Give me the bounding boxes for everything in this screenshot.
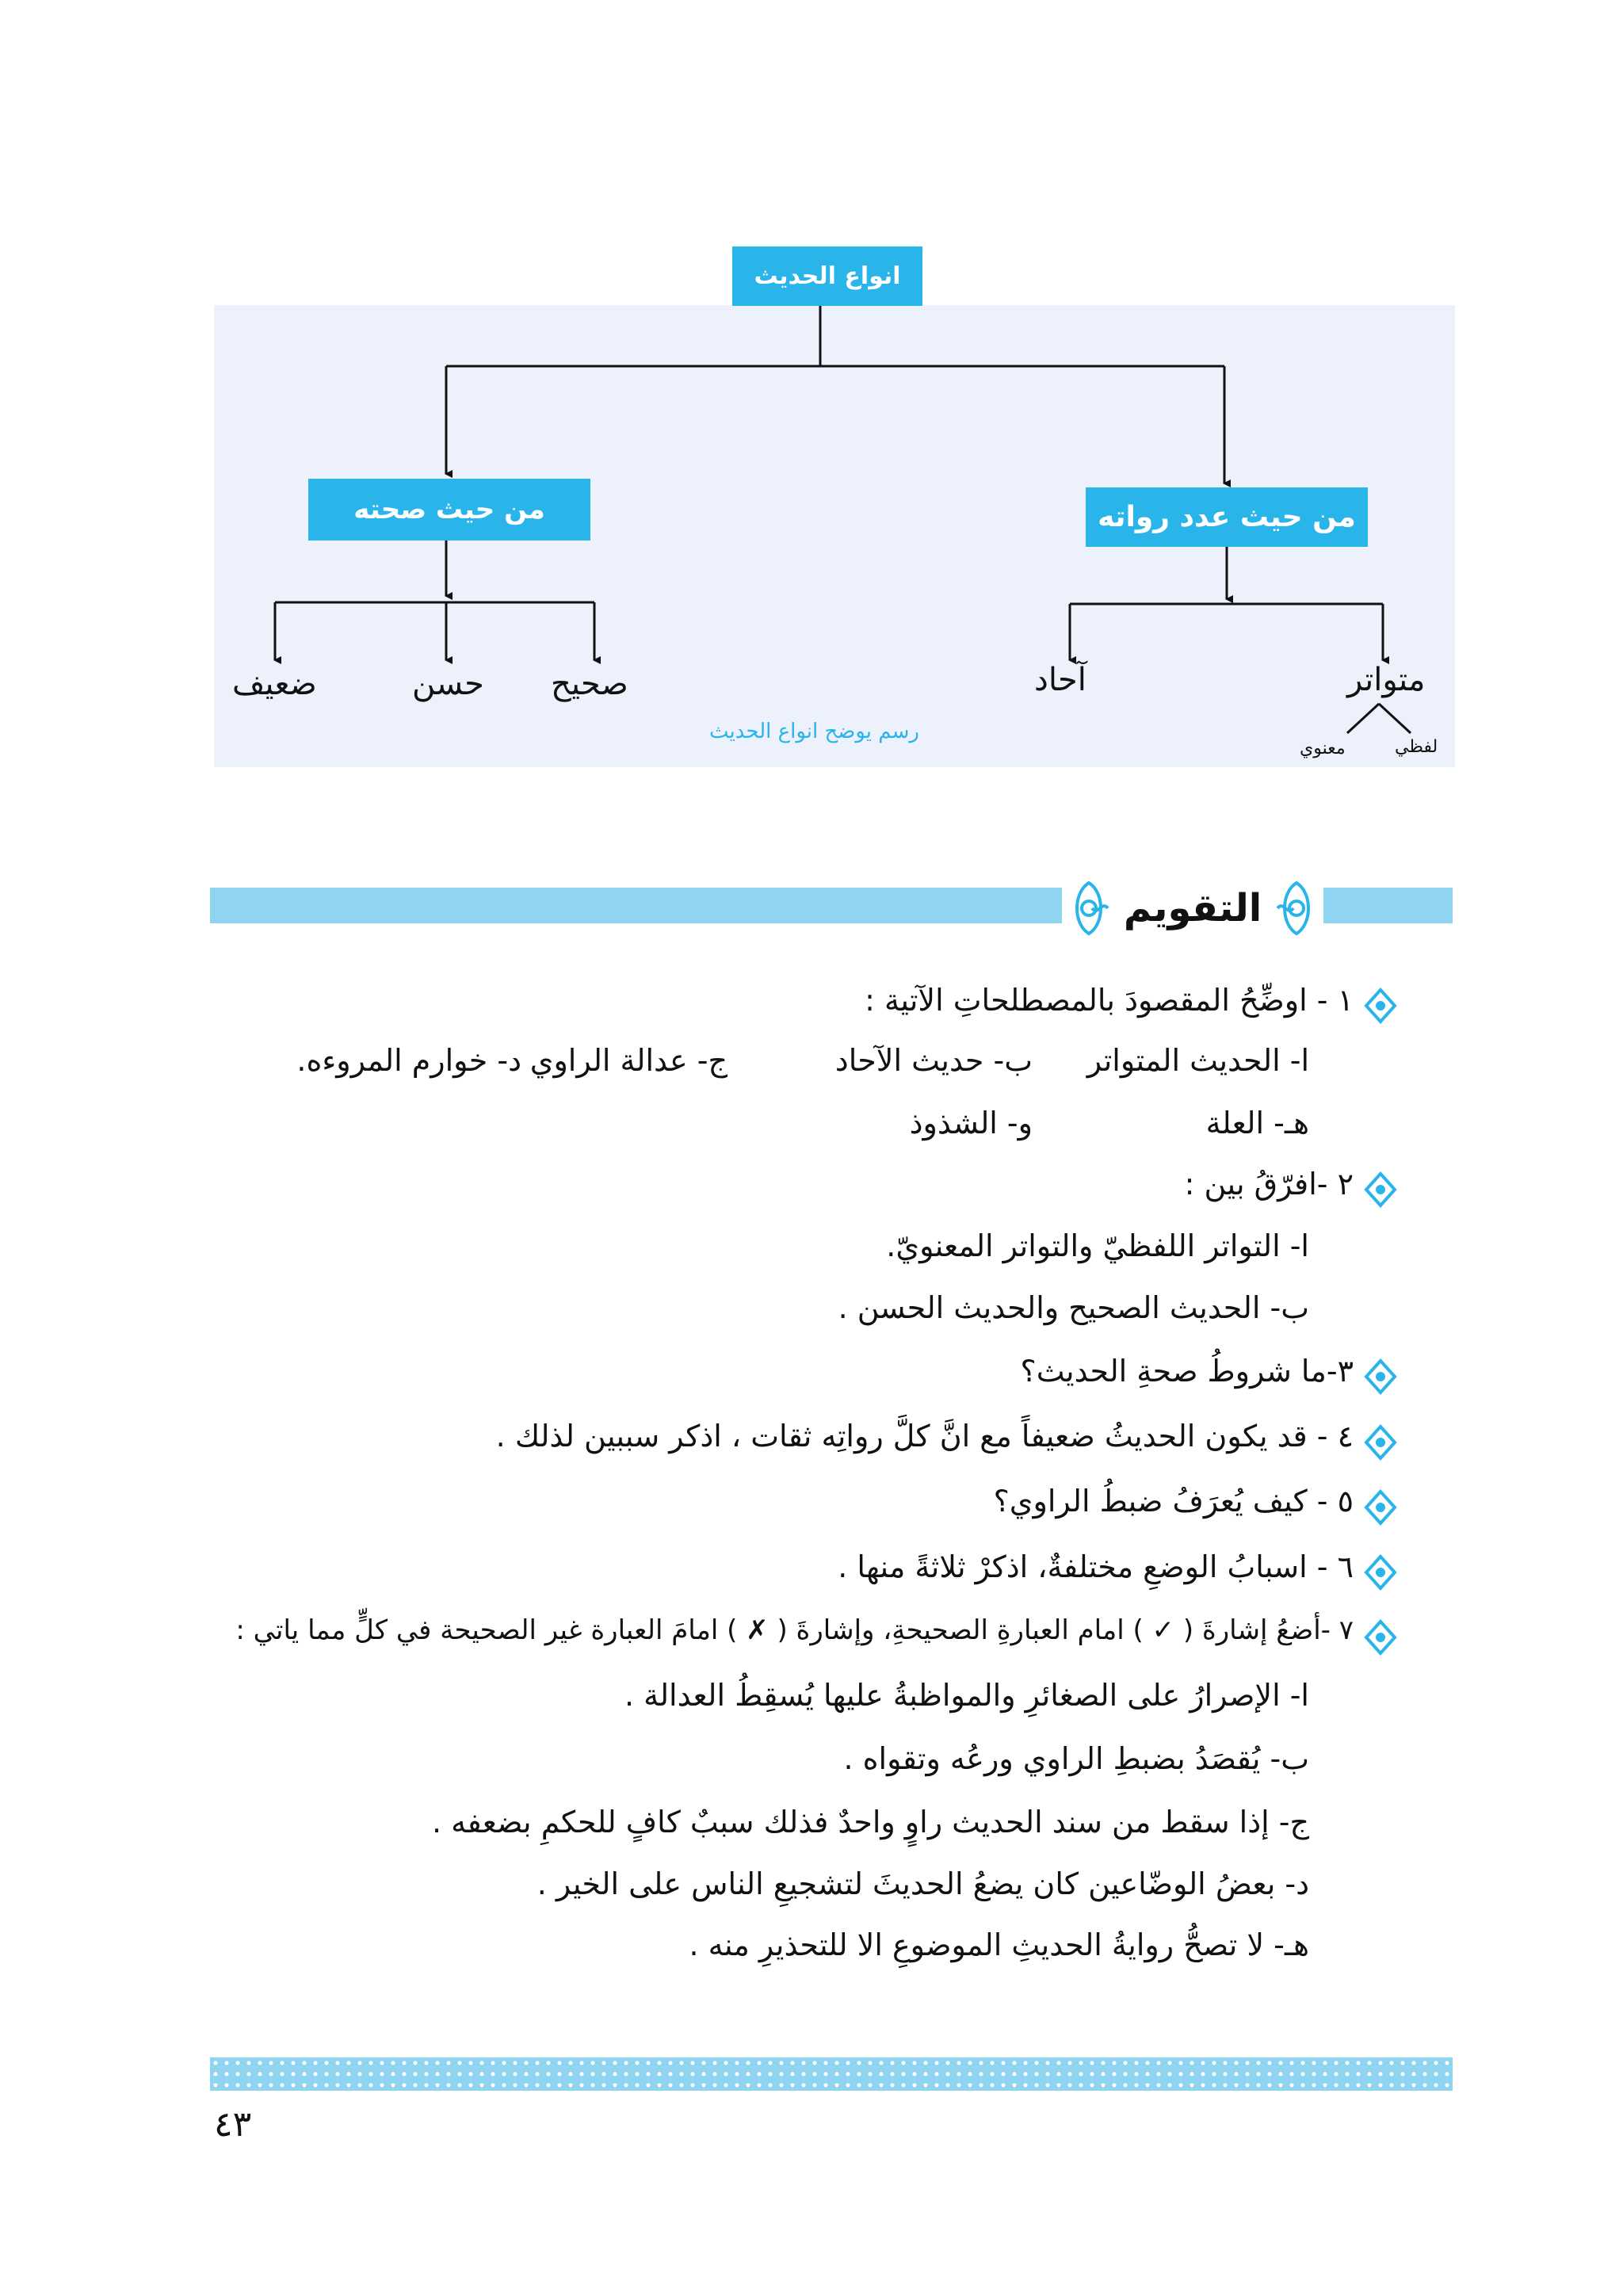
bullet-ornament-icon (1363, 1488, 1398, 1526)
sub-lafzi: لفظي (1395, 737, 1438, 757)
question-1: ١ - اوضِّحُ المقصودَ بالمصطلحاتِ الآتية : (865, 983, 1354, 1018)
bullet-ornament-icon (1363, 1618, 1398, 1656)
bullet-ornament-icon (1363, 1423, 1398, 1461)
section-title: التقويم (1123, 886, 1262, 930)
ornament-icon (1065, 877, 1113, 940)
section-header (1062, 870, 1323, 946)
q7-item-e: هـ- لا تصحُّ روايةُ الحديثِ الموضوعِ الا للتحذيرِ منه . (689, 1927, 1309, 1962)
leaf-sahih: صحيح (551, 666, 628, 702)
leaf-ahad: آحاد (1034, 662, 1086, 698)
leaf-hasan: حسن (412, 666, 484, 702)
q1-item-b: ب- حديث الآحاد (834, 1043, 1033, 1078)
question-3: ٣-ما شروطُ صحةِ الحديث؟ (1020, 1354, 1354, 1389)
ornament-icon (1273, 877, 1320, 940)
question-2: ٢ -افرّقُ بين : (1184, 1167, 1354, 1201)
question-6: ٦ - اسبابُ الوضعِ مختلفةٌ، اذكرْ ثلاثةً منها . (838, 1549, 1354, 1584)
question-4: ٤ - قد يكون الحديثُ ضعيفاً مع انَّ كلَّ رواتِه ثقات ، اذكر سببين لذلك . (495, 1419, 1354, 1454)
q1-item-d: د- خوارم المروءه. (296, 1043, 521, 1078)
diagram-caption: رسم يوضح انواع الحديث (709, 720, 919, 743)
sub-manawi: معنوي (1300, 739, 1346, 758)
q2-item-a: ا- التواتر اللفظيّ والتواتر المعنويّ. (886, 1228, 1309, 1263)
q7-item-b: ب- يُقصَدُ بضبطِ الراوي ورعُه وتقواه . (843, 1741, 1309, 1776)
q1-item-c: ج- عدالة الراوي (529, 1043, 727, 1078)
leaf-mutawatir: متواتر (1347, 662, 1426, 698)
bullet-ornament-icon (1363, 1358, 1398, 1396)
node-by-narrators-count: من حيث عدد رواته (1086, 487, 1368, 547)
footer-decorative-bar (210, 2057, 1453, 2091)
q1-item-a: ا- الحديث المتواتر (1086, 1043, 1309, 1078)
q7-item-a: ا- الإصرارُ على الصغائرِ والمواظبةُ عليها يُسقِطُ العدالة . (624, 1678, 1309, 1713)
q1-item-f: و- الشذوذ (909, 1106, 1033, 1140)
question-7: ٧ -أضعُ إشارةَ ( ✓ ) امام العبارةِ الصحيحةِ، وإشارةَ ( ✗ ) امامَ العبارة غير الصحيحة في كلٍّ مما ياتي : (235, 1614, 1354, 1646)
q2-item-b: ب- الحديث الصحيح والحديث الحسن . (838, 1290, 1309, 1325)
bullet-ornament-icon (1363, 987, 1398, 1025)
node-by-authenticity: من حيث صحته (308, 479, 590, 541)
q1-item-e: هـ- العلة (1205, 1106, 1309, 1140)
q7-item-c: ج- إذا سقط من سند الحديث راوٍ واحدٌ فذلك سببٌ كافٍ للحكمِ بضعفه . (432, 1805, 1309, 1839)
bullet-ornament-icon (1363, 1171, 1398, 1209)
root-node: انواع الحديث (732, 246, 922, 306)
q7-item-d: د- بعضُ الوضّاعين كان يضعُ الحديثَ لتشجيعِ الناس على الخير . (537, 1866, 1309, 1901)
page-number: ٤٣ (214, 2104, 252, 2145)
bullet-ornament-icon (1363, 1553, 1398, 1591)
question-5: ٥ - كيف يُعرَفُ ضبطُ الراوي؟ (993, 1484, 1354, 1519)
leaf-daif: ضعيف (232, 666, 317, 702)
